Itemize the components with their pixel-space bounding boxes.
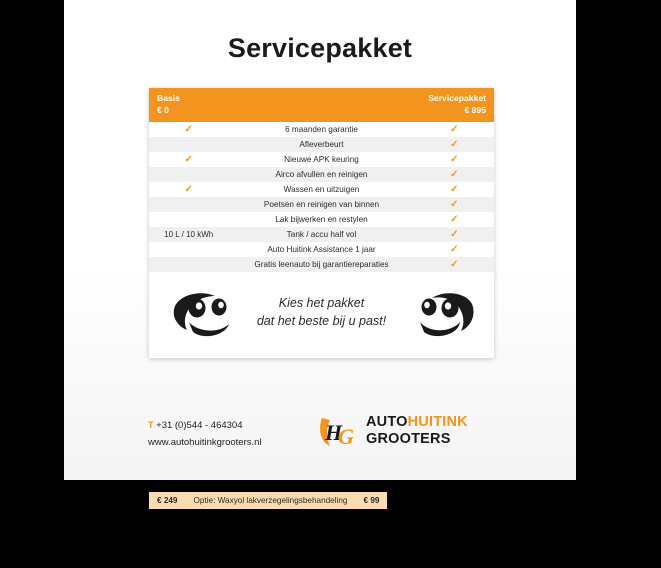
row-service-value (415, 197, 494, 212)
logo-line-1 (366, 414, 468, 431)
row-feature: Nieuwe APK keuring (284, 155, 359, 165)
logo-auto: AUTO (366, 414, 408, 430)
phone-line (148, 417, 262, 434)
logo-grooters: GROOTERS (366, 430, 451, 447)
row-feature: Poetsen en reinigen van binnen (228, 197, 414, 212)
row-service-value (415, 122, 494, 137)
row-basis-value (149, 137, 228, 152)
website-url[interactable]: www.autohuitinkgrooters.nl (148, 437, 262, 449)
row-feature: Lak bijwerken en restylen (275, 215, 368, 225)
check-icon: ✓ (450, 228, 459, 240)
row-service-value (415, 167, 494, 182)
check-icon: ✓ (450, 138, 459, 150)
table-row (149, 242, 494, 257)
smiling-face-right-icon (410, 286, 480, 344)
row-service-value (415, 182, 494, 197)
check-icon: ✓ (450, 198, 459, 210)
logo-wordmark (366, 414, 468, 447)
header-servicepakket-price: € 895 (464, 104, 486, 115)
table-row (149, 122, 494, 137)
check-icon: ✓ (184, 123, 193, 135)
table-row (149, 197, 494, 212)
row-service-value (415, 227, 494, 242)
telephone-icon: T (148, 420, 154, 430)
check-icon: ✓ (184, 183, 193, 195)
table-row (149, 227, 494, 242)
header-servicepakket (415, 88, 494, 122)
row-basis-value (149, 257, 228, 272)
table-header-row (149, 88, 494, 122)
row-basis-value (149, 212, 228, 227)
header-servicepakket-name: Servicepakket (428, 93, 486, 103)
header-basis (149, 88, 228, 122)
row-basis-value (149, 197, 228, 212)
row-basis-value (149, 242, 228, 257)
table-row (149, 167, 494, 182)
row-feature: Auto Huitink Assistance 1 jaar (267, 245, 376, 255)
page-title: Servicepakket (227, 33, 413, 63)
row-basis-value (149, 122, 228, 137)
slogan-section (149, 272, 494, 358)
row-service-value (415, 137, 494, 152)
hg-monogram-icon (316, 414, 360, 450)
option-feature: Optie: Waxyol lakverzegelingsbehandeling (186, 492, 356, 509)
check-icon: ✓ (450, 258, 459, 270)
svg-text:H: H (325, 420, 343, 445)
check-icon: ✓ (450, 153, 459, 165)
logo-huitink: HUITINK (407, 414, 468, 430)
slogan-line-2: dat het beste bij u past! (256, 314, 387, 329)
check-icon: ✓ (450, 213, 459, 225)
row-feature: Wassen en uitzuigen (283, 185, 360, 195)
letterbox-left (0, 0, 64, 480)
company-logo (316, 412, 506, 454)
table-row (149, 152, 494, 167)
header-basis-price: € 0 (157, 104, 169, 115)
phone-number: +31 (0)544 - 464304 (156, 420, 243, 431)
table-row (149, 257, 494, 272)
row-service-value (415, 242, 494, 257)
check-icon: ✓ (450, 123, 459, 135)
svg-text:G: G (338, 424, 354, 449)
check-icon: ✓ (450, 183, 459, 195)
header-basis-name: Basis (157, 93, 180, 103)
option-basis-price: € 249 (149, 492, 186, 509)
option-service-price: € 99 (355, 492, 387, 509)
table-row (149, 137, 494, 152)
row-basis-value (149, 152, 228, 167)
row-feature: Tank / accu half vol (228, 227, 414, 242)
row-basis-value: 10 L / 10 kWh (149, 227, 228, 242)
row-feature: 6 maanden garantie (285, 125, 358, 135)
check-icon: ✓ (450, 243, 459, 255)
row-feature: Airco afvullen en reinigen (228, 167, 414, 182)
row-service-value (415, 212, 494, 227)
page-footer (64, 404, 576, 480)
row-basis-value (149, 167, 228, 182)
row-feature: Gratis leenauto bij garantiereparaties (228, 257, 414, 272)
header-spacer (228, 88, 414, 122)
flyer-page (64, 0, 576, 505)
check-icon: ✓ (184, 153, 193, 165)
row-service-value (415, 257, 494, 272)
table-row (149, 212, 494, 227)
check-icon: ✓ (450, 168, 459, 180)
contact-block (148, 417, 262, 451)
row-feature: Afleverbeurt (228, 137, 414, 152)
letterbox-right (576, 0, 640, 480)
row-basis-value (149, 182, 228, 197)
row-service-value (415, 152, 494, 167)
table-row (149, 182, 494, 197)
table-option-row (149, 492, 661, 568)
slogan-line-1: Kies het pakket (278, 296, 365, 311)
